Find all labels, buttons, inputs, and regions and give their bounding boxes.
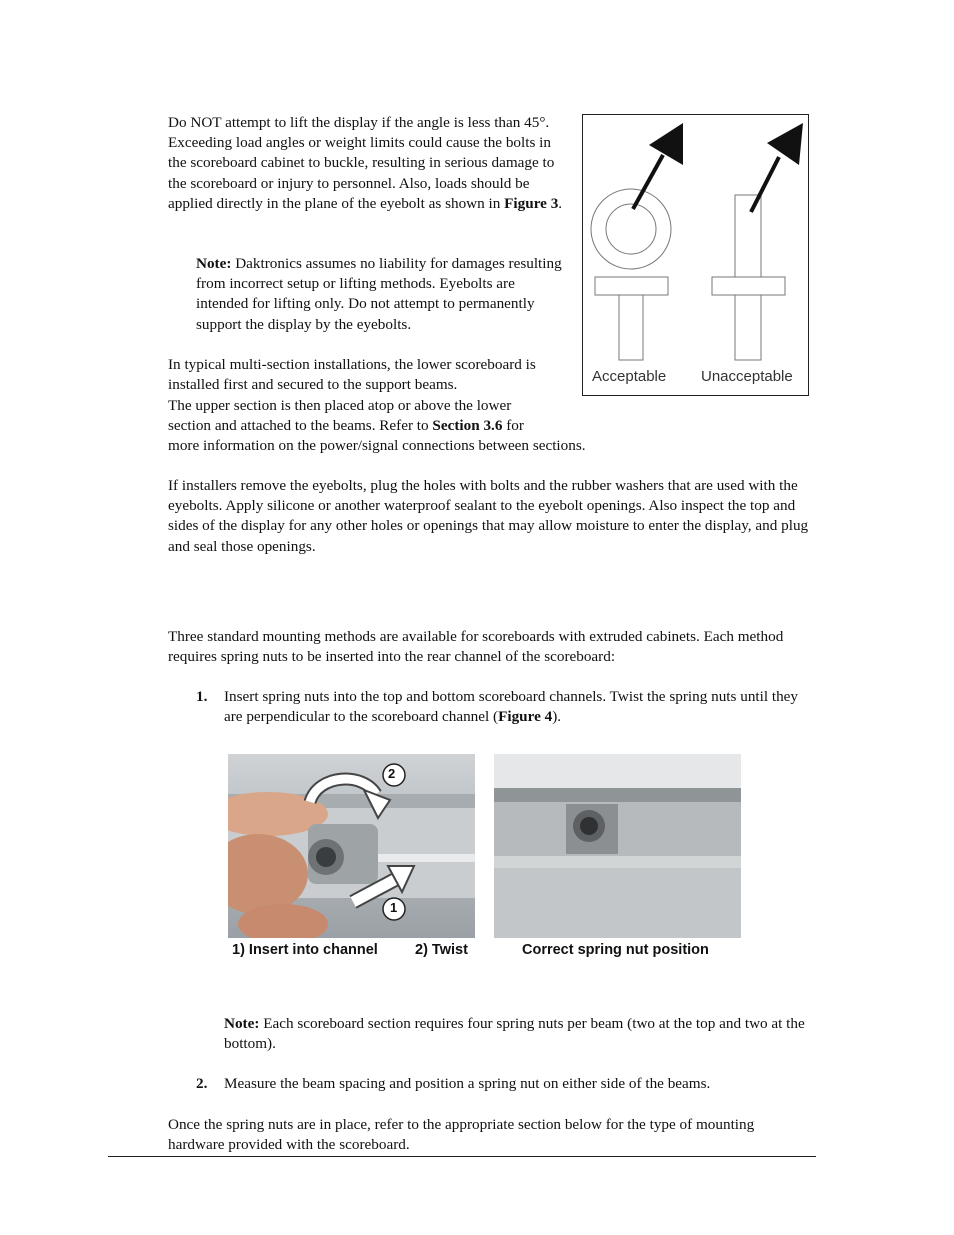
correct-position-photo — [494, 754, 741, 938]
acceptable-label: Acceptable — [592, 368, 667, 385]
unacceptable-label: Unacceptable — [701, 368, 793, 385]
spring-nut-note — [224, 1014, 816, 1054]
step-1-end: ). — [552, 708, 562, 726]
multi-section-paragraph-b: The upper section is then placed atop or above the lower section and attached to the beams. Refer to Section 3.6 for more information on the power/signal connections between sections. — [168, 397, 586, 455]
mounting-intro-paragraph: Three standard mounting methods are available for scoreboards with extruded cabinets. Each method requires spring nuts to be inserted into the rear channel of the scoreboard: — [168, 628, 784, 666]
step-badge-2: 2 — [388, 766, 396, 781]
acceptable-arrow-head — [649, 123, 683, 165]
eyebolt-removal-paragraph: If installers remove the eyebolts, plug the holes with bolts and the rubber washers that are used with the eyebolts. Apply silicone or another waterproof sealant to the eyebolt openings. Also inspect the top and sides of the display for any other holes or openings that may allow moisture to enter the display, and plug and seal those openings. — [168, 477, 809, 555]
insert-twist-photo — [228, 754, 475, 938]
step-1-text — [224, 687, 816, 727]
acceptable-eyebolt — [591, 189, 671, 360]
liability-note — [196, 254, 568, 335]
step-1-number: 1. — [196, 688, 208, 705]
footer-rule — [108, 1156, 816, 1157]
step-badge-1: 1 — [390, 900, 398, 915]
unacceptable-eyebolt — [712, 195, 785, 360]
paragraph-text: Do NOT attempt to lift the display if the angle is less than 45°. Exceeding load angles or weight limits could cause the bolts in the scoreboard cabinet to buckle, resulting in serious damage to the scoreboard or injury to personnel. Also, loads should be applied directly in the plane of the eyebolt as shown in — [168, 114, 555, 212]
step-1-body: Insert spring nuts into the top and bottom scoreboard channels. Twist the spring nuts until they are perpendicular to the scoreboard channel ( — [224, 688, 799, 726]
figure-3-eyebolt-diagram — [582, 114, 809, 396]
eyebolt-diagram-svg — [583, 115, 808, 395]
closing-paragraph: Once the spring nuts are in place, refer to the appropriate section below for the type of mounting hardware provided with the scoreboard. — [168, 1116, 755, 1154]
caption-insert: 1) Insert into channel — [232, 942, 378, 958]
paragraph-text-end: . — [558, 194, 563, 212]
note-label: Note: — [196, 255, 232, 272]
section-3-6-reference[interactable]: Section 3.6 — [432, 417, 503, 435]
multi-section-paragraph-a: In typical multi-section installations, the lower scoreboard is installed first and secured to the support beams. — [168, 356, 536, 394]
note-label-2: Note: — [224, 1015, 260, 1032]
figure-4-reference[interactable]: Figure 4 — [498, 708, 553, 726]
step-2-text: Measure the beam spacing and position a spring nut on either side of the beams. — [224, 1075, 711, 1092]
caption-correct-position: Correct spring nut position — [522, 942, 709, 958]
note-text: Daktronics assumes no liability for damages resulting from incorrect setup or lifting methods. Eyebolts are intended for lifting only. Do not attempt to permanently support the display by the eyebolts. — [196, 255, 562, 333]
caption-twist: 2) Twist — [415, 942, 468, 958]
lifting-angle-paragraph — [168, 113, 568, 214]
figure-3-reference[interactable]: Figure 3 — [504, 194, 559, 212]
correct-position-illustration — [494, 754, 741, 938]
insert-twist-illustration — [228, 754, 475, 938]
note-text-2: Each scoreboard section requires four spring nuts per beam (two at the top and two at the bottom). — [224, 1015, 805, 1053]
step-2-number: 2. — [196, 1075, 208, 1092]
unacceptable-arrow-head — [767, 123, 803, 165]
